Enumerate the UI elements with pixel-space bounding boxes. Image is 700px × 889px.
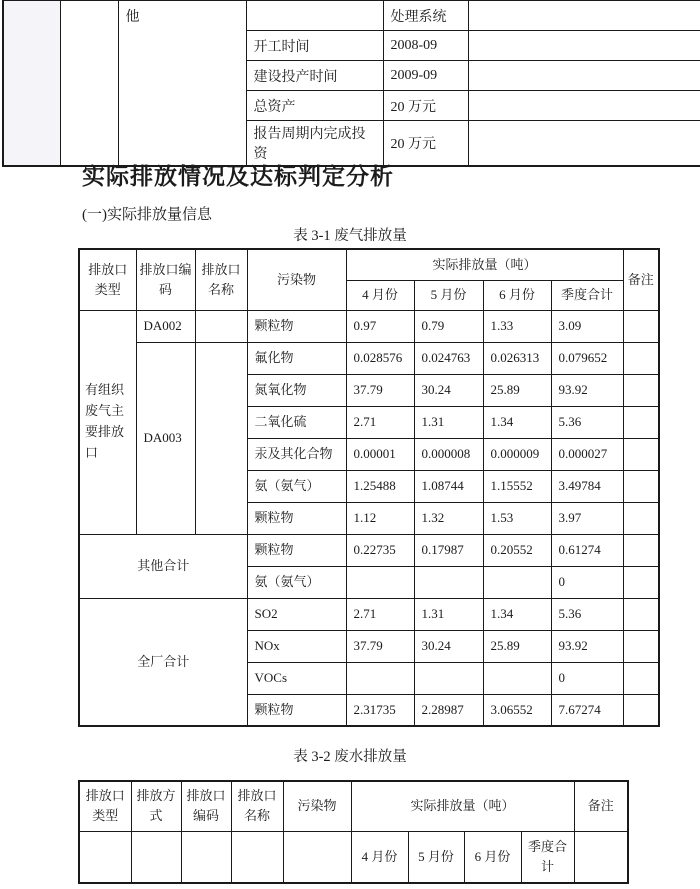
continuation-table-region xyxy=(2,0,700,167)
value-cell: 30.24 xyxy=(414,374,483,406)
cell-note xyxy=(623,342,659,374)
value-cell: 37.79 xyxy=(346,374,414,406)
value-cell: 0.024763 xyxy=(414,342,483,374)
th-june: 6 月份 xyxy=(464,831,521,883)
th-outlet-name: 排放口名称 xyxy=(195,249,247,310)
th-outlet-code: 排放口编码 xyxy=(136,249,195,310)
value-cell: 25.89 xyxy=(483,630,551,662)
cell-discharge-mode xyxy=(131,831,181,883)
value-cell: 0 xyxy=(551,662,623,694)
cell-outlet-name xyxy=(195,310,247,342)
table1-caption: 表 3-1 废气排放量 xyxy=(293,228,407,244)
cell-note xyxy=(623,310,659,342)
section-heading: 实际排放情况及达标判定分析 xyxy=(82,164,394,189)
table-row xyxy=(79,781,628,831)
th-actual-emission: 实际排放量（吨） xyxy=(346,249,623,280)
value-cell: 0.20552 xyxy=(483,534,551,566)
value-cell: 1.34 xyxy=(483,598,551,630)
cell-pollutant: 氟化物 xyxy=(247,342,346,374)
value-cell: 0.79 xyxy=(414,310,483,342)
value-cell xyxy=(346,566,414,598)
cell-pollutant: 颗粒物 xyxy=(247,502,346,534)
value-cell: 0.22735 xyxy=(346,534,414,566)
value-cell: 0.028576 xyxy=(346,342,414,374)
cont-value: 20 万元 xyxy=(383,121,468,167)
cont-label: 报告周期内完成投资 xyxy=(246,121,383,167)
value-cell: 93.92 xyxy=(551,630,623,662)
cont-extra xyxy=(468,1,700,31)
value-cell xyxy=(483,662,551,694)
cell-note xyxy=(623,534,659,566)
value-cell xyxy=(414,662,483,694)
value-cell: 0.97 xyxy=(346,310,414,342)
cont-extra xyxy=(468,121,700,167)
th-outlet-type: 排放口类型 xyxy=(79,249,136,310)
value-cell: 1.34 xyxy=(483,406,551,438)
cell-outlet-code: DA002 xyxy=(136,310,195,342)
value-cell: 0.000009 xyxy=(483,438,551,470)
th-actual-emission: 实际排放量（吨） xyxy=(351,781,574,831)
table-row xyxy=(79,342,659,374)
cont-value: 处理系统 xyxy=(383,1,468,31)
th-pollutant: 污染物 xyxy=(247,249,346,310)
value-cell: 0.000027 xyxy=(551,438,623,470)
cell-outlet-code: DA003 xyxy=(136,342,195,534)
waste-gas-emission-table xyxy=(78,248,660,727)
th-april: 4 月份 xyxy=(351,831,408,883)
cell-pollutant: 氨（氨气） xyxy=(247,470,346,502)
cell-note xyxy=(623,630,659,662)
cell-outlet-name xyxy=(231,831,283,883)
table2-caption: 表 3-2 废水排放量 xyxy=(293,749,407,765)
th-quarter-total: 季度合计 xyxy=(551,280,623,310)
value-cell: 0.079652 xyxy=(551,342,623,374)
value-cell: 5.36 xyxy=(551,598,623,630)
cont-extra xyxy=(468,31,700,61)
th-may: 5 月份 xyxy=(414,280,483,310)
cell-pollutant: 汞及其化合物 xyxy=(247,438,346,470)
waste-water-emission-table xyxy=(78,780,629,884)
cell-note xyxy=(623,502,659,534)
value-cell: 1.31 xyxy=(414,598,483,630)
cont-label: 开工时间 xyxy=(246,31,383,61)
th-quarter-total: 季度合计 xyxy=(521,831,574,883)
value-cell xyxy=(483,566,551,598)
value-cell: 0.00001 xyxy=(346,438,414,470)
cell-note xyxy=(623,470,659,502)
th-outlet-type: 排放口类型 xyxy=(79,781,131,831)
cont-value: 20 万元 xyxy=(383,91,468,121)
cell-note xyxy=(623,662,659,694)
value-cell: 3.97 xyxy=(551,502,623,534)
value-cell: 1.25488 xyxy=(346,470,414,502)
cell-note xyxy=(623,438,659,470)
cell-other-total: 其他合计 xyxy=(79,534,247,598)
cell-pollutant: 氮氧化物 xyxy=(247,374,346,406)
value-cell: 2.28987 xyxy=(414,694,483,726)
table-row xyxy=(79,310,659,342)
value-cell: 1.12 xyxy=(346,502,414,534)
th-discharge-mode: 排放方式 xyxy=(131,781,181,831)
cell-pollutant: VOCs xyxy=(247,662,346,694)
value-cell: 7.67274 xyxy=(551,694,623,726)
value-cell: 0 xyxy=(551,566,623,598)
cont-label: 总资产 xyxy=(246,91,383,121)
cell-note xyxy=(623,406,659,438)
value-cell: 5.36 xyxy=(551,406,623,438)
cell-note xyxy=(623,598,659,630)
cell-pollutant: 二氧化硫 xyxy=(247,406,346,438)
value-cell: 0.026313 xyxy=(483,342,551,374)
value-cell: 2.71 xyxy=(346,598,414,630)
value-cell: 1.31 xyxy=(414,406,483,438)
cont-text-tail: 他 xyxy=(118,1,246,167)
table-row xyxy=(79,534,659,566)
continuation-table xyxy=(2,0,700,167)
value-cell: 3.49784 xyxy=(551,470,623,502)
cont-value: 2008-09 xyxy=(383,31,468,61)
cont-col-left xyxy=(3,1,60,167)
th-april: 4 月份 xyxy=(346,280,414,310)
value-cell: 1.15552 xyxy=(483,470,551,502)
cell-pollutant: NOx xyxy=(247,630,346,662)
value-cell: 0.61274 xyxy=(551,534,623,566)
value-cell: 25.89 xyxy=(483,374,551,406)
cont-extra xyxy=(468,91,700,121)
cell-note xyxy=(623,694,659,726)
value-cell: 93.92 xyxy=(551,374,623,406)
cell-plant-total: 全厂合计 xyxy=(79,598,247,726)
cell-pollutant: 颗粒物 xyxy=(247,534,346,566)
cell-note xyxy=(623,566,659,598)
table-row xyxy=(79,249,659,280)
cont-extra xyxy=(468,61,700,91)
value-cell: 0.17987 xyxy=(414,534,483,566)
value-cell xyxy=(346,662,414,694)
cont-value: 2009-09 xyxy=(383,61,468,91)
th-june: 6 月份 xyxy=(483,280,551,310)
table-row xyxy=(79,598,659,630)
value-cell: 2.31735 xyxy=(346,694,414,726)
cell-outlet-name xyxy=(195,342,247,534)
cell-note xyxy=(574,831,628,883)
cell-outlet-code xyxy=(181,831,231,883)
value-cell: 0.000008 xyxy=(414,438,483,470)
th-note: 备注 xyxy=(574,781,628,831)
cont-col-mid xyxy=(60,1,118,167)
cell-note xyxy=(623,374,659,406)
subsection-heading: (一)实际排放量信息 xyxy=(82,207,212,223)
value-cell: 1.53 xyxy=(483,502,551,534)
table-row xyxy=(79,831,628,883)
th-may: 5 月份 xyxy=(408,831,464,883)
th-pollutant: 污染物 xyxy=(283,781,351,831)
cell-pollutant: 颗粒物 xyxy=(247,694,346,726)
value-cell: 1.08744 xyxy=(414,470,483,502)
cell-pollutant: 颗粒物 xyxy=(247,310,346,342)
th-outlet-code: 排放口编码 xyxy=(181,781,231,831)
value-cell: 2.71 xyxy=(346,406,414,438)
cell-pollutant: 氨（氨气） xyxy=(247,566,346,598)
value-cell: 3.09 xyxy=(551,310,623,342)
cell-outlet-type: 有组织废气主要排放口 xyxy=(79,310,136,534)
value-cell: 3.06552 xyxy=(483,694,551,726)
value-cell: 30.24 xyxy=(414,630,483,662)
cell-pollutant: SO2 xyxy=(247,598,346,630)
cont-label: 建设投产时间 xyxy=(246,61,383,91)
cell-outlet-type xyxy=(79,831,131,883)
value-cell: 1.33 xyxy=(483,310,551,342)
table-row xyxy=(3,1,700,31)
th-note: 备注 xyxy=(623,249,659,310)
value-cell: 37.79 xyxy=(346,630,414,662)
th-outlet-name: 排放口名称 xyxy=(231,781,283,831)
value-cell: 1.32 xyxy=(414,502,483,534)
cont-label xyxy=(246,1,383,31)
cell-pollutant xyxy=(283,831,351,883)
value-cell xyxy=(414,566,483,598)
